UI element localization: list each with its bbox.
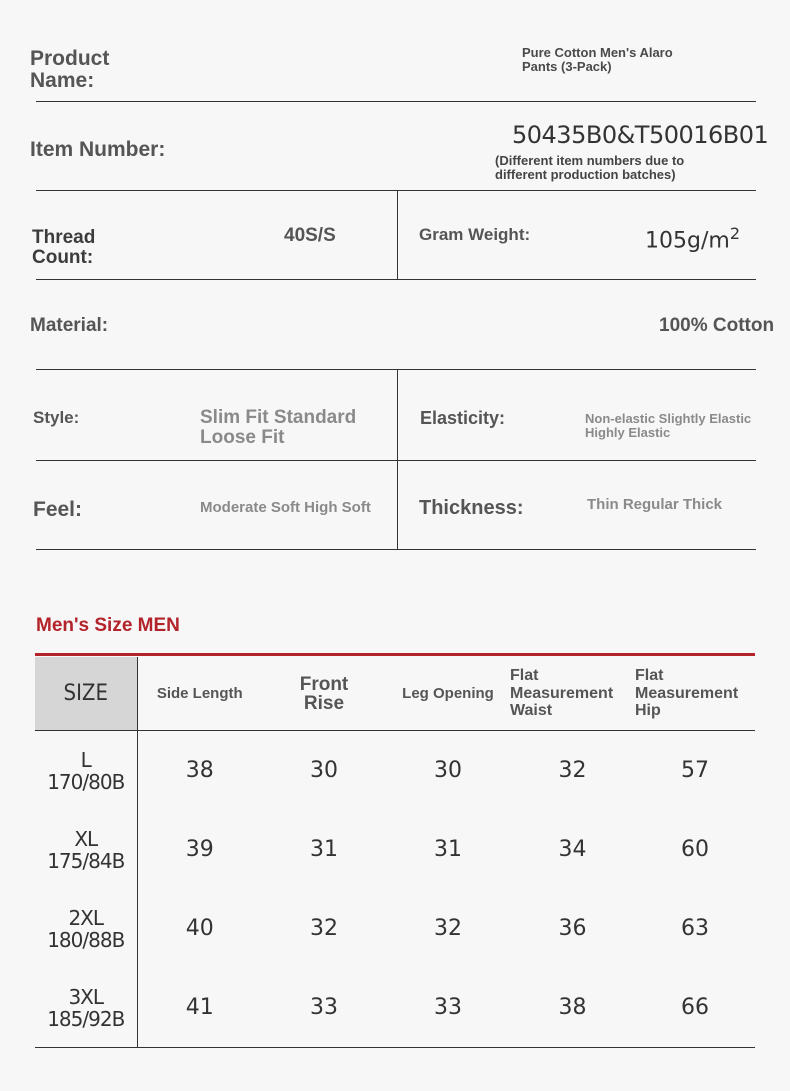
side-length-cell: 41 — [137, 968, 262, 1048]
size-cell: 2XL 180/88B — [35, 889, 137, 968]
waist-cell: 32 — [558, 758, 587, 783]
header-flat-hip: Flat Measurement Hip — [635, 657, 755, 731]
size-chart-header-row — [35, 657, 755, 731]
size-chart-accent-line — [35, 653, 755, 656]
hip-cell: 66 — [635, 968, 755, 1048]
table-row — [35, 810, 755, 889]
gram-weight-value: $105g/m^2$ — [645, 224, 740, 254]
product-name-value: Pure Cotton Men's Alaro Pants (3-Pack) — [522, 45, 673, 75]
item-number-label: Item Number: — [30, 138, 166, 161]
side-length-cell: 38 — [185, 758, 214, 783]
style-value: Slim Fit Standard Loose Fit — [200, 407, 357, 448]
header-leg-opening: Leg Opening — [386, 657, 510, 731]
front-rise-cell: 32 — [310, 916, 338, 941]
style-label: Style: — [33, 408, 80, 427]
feel-value: Moderate Soft High Soft — [200, 499, 371, 516]
table-row — [35, 889, 755, 968]
front-rise-cell: 33 — [262, 968, 386, 1048]
hip-cell: 60 — [681, 837, 709, 862]
feel-label: Feel: — [33, 498, 83, 521]
hip-cell: 57 — [681, 758, 709, 783]
thread-count-value: 40S/S — [284, 225, 336, 246]
header-front-rise: Front Rise — [262, 657, 386, 731]
table-row — [35, 968, 755, 1048]
divider — [36, 190, 756, 191]
header-size: SIZE — [35, 657, 137, 731]
leg-opening-cell: 30 — [434, 758, 462, 783]
item-number-note: (Different item numbers due to different production batches) — [495, 153, 685, 182]
size-chart-table — [35, 657, 755, 1048]
material-label: Material: — [30, 315, 109, 336]
gram-weight-label: Gram Weight: — [419, 225, 531, 244]
material-value: 100% Cotton — [659, 315, 775, 336]
column-divider — [397, 190, 398, 280]
divider — [36, 279, 756, 280]
thickness-value: Thin Regular Thick — [587, 496, 723, 513]
thickness-label: Thickness: — [419, 497, 524, 519]
size-chart-title: Men's Size MEN — [36, 615, 180, 636]
side-length-cell: 39 — [185, 837, 214, 862]
gram-weight-superscript: 2 — [729, 224, 740, 243]
divider — [36, 549, 756, 550]
waist-cell: 36 — [558, 916, 587, 941]
header-side-length: Side Length — [137, 657, 262, 731]
product-name-label: Product Name: — [30, 47, 110, 93]
divider — [36, 369, 756, 370]
waist-cell: 34 — [558, 837, 587, 862]
leg-opening-cell: 32 — [434, 916, 462, 941]
front-rise-cell: 30 — [310, 758, 338, 783]
table-row — [35, 731, 755, 811]
item-number-value: 50435B0&T50016B01 — [512, 121, 769, 149]
size-cell: XL 175/84B — [35, 810, 137, 889]
waist-cell: 38 — [510, 968, 635, 1048]
elasticity-value: Non-elastic Slightly Elastic Highly Elastic — [585, 411, 752, 440]
side-length-cell: 40 — [185, 916, 214, 941]
size-cell: L 170/80B — [35, 731, 137, 811]
size-cell: 3XL 185/92B — [35, 968, 137, 1048]
elasticity-label: Elasticity: — [420, 408, 506, 428]
leg-opening-cell: 33 — [386, 968, 510, 1048]
divider — [36, 101, 756, 102]
header-flat-waist: Flat Measurement Waist — [510, 657, 635, 731]
front-rise-cell: 31 — [310, 837, 338, 862]
leg-opening-cell: 31 — [434, 837, 462, 862]
divider — [36, 460, 756, 461]
hip-cell: 63 — [681, 916, 709, 941]
thread-count-label: Thread Count: — [32, 227, 96, 268]
